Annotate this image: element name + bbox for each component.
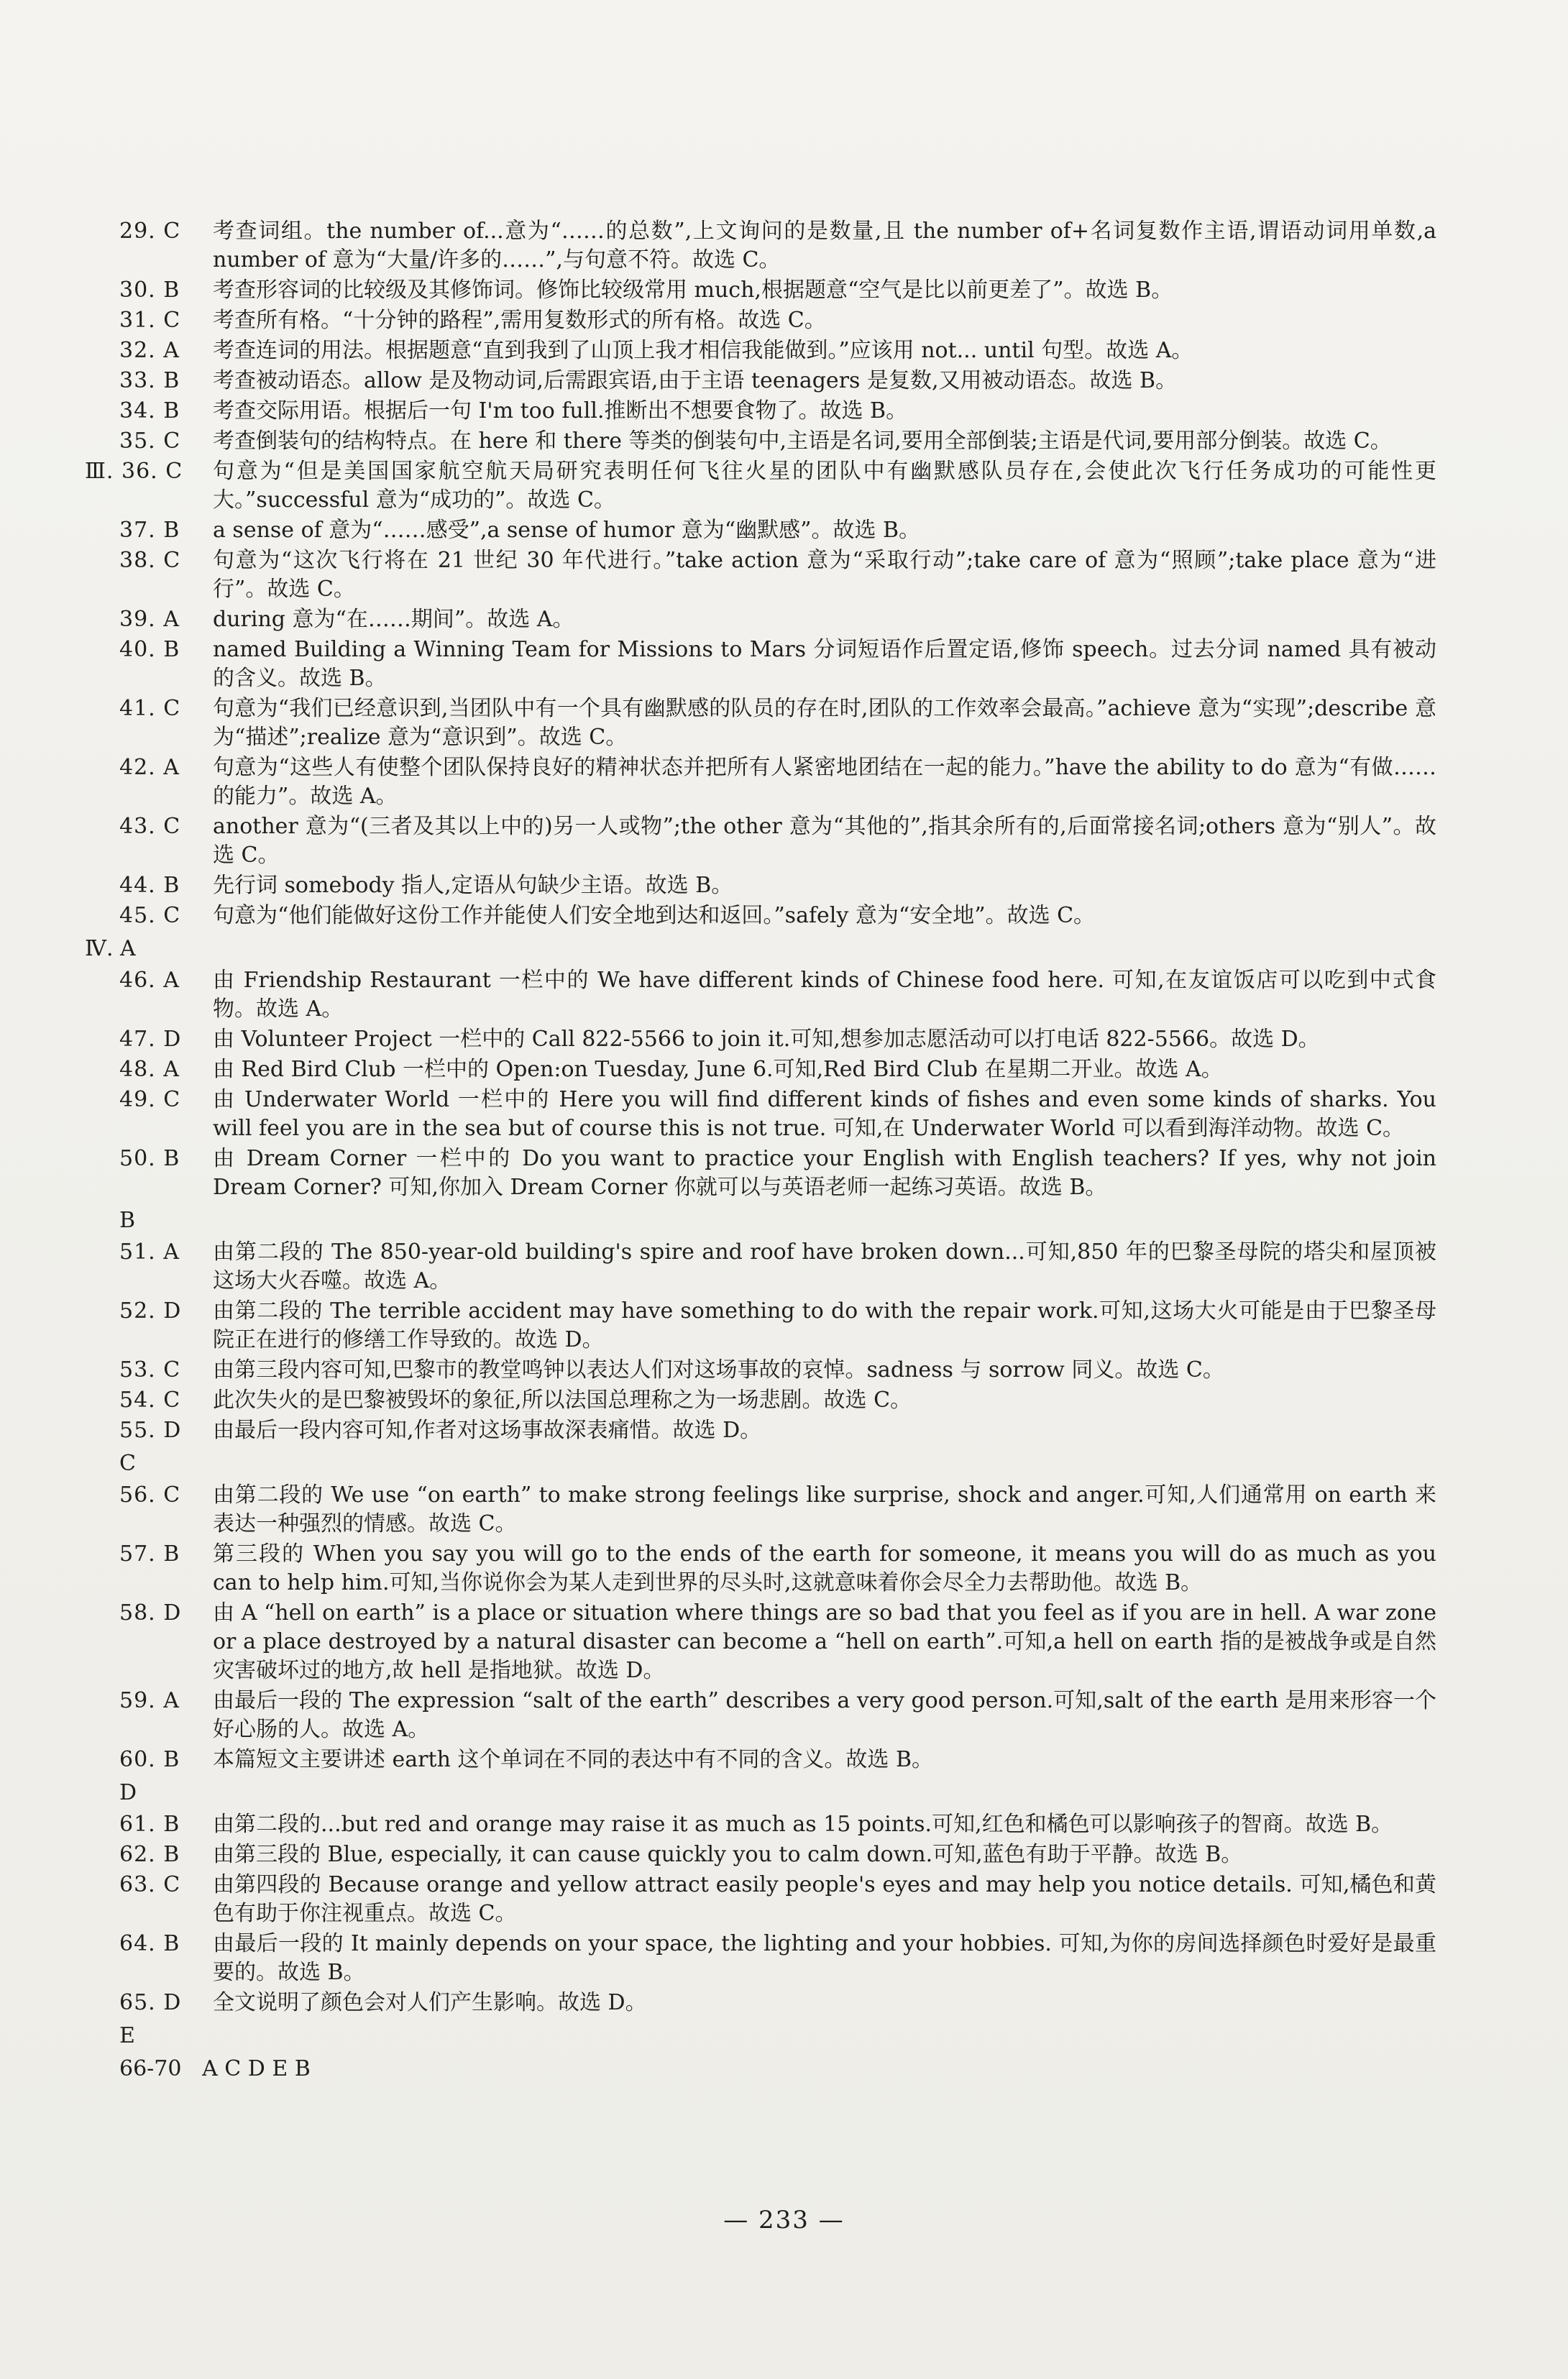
answer-explanation: named Building a Winning Team for Missions to Mars 分词短语作后置定语,修饰 speech。过去分词 named 具有被动的含义。故选 B。: [213, 637, 1436, 691]
answer-number: 44. B: [119, 873, 180, 898]
answer-number: 40. B: [119, 637, 180, 662]
answer-number: 32. A: [119, 338, 180, 363]
page-number: — 233 —: [723, 2206, 845, 2234]
answer-item: [85, 812, 1436, 870]
answer-number: 61. B: [119, 1812, 180, 1837]
section-c-label: C: [119, 1451, 136, 1476]
answer-explanation: 考查被动语态。allow 是及物动词,后需跟宾语,由于主语 teenagers 是复数,又用被动语态。故选 B。: [213, 368, 1178, 393]
answer-item: [85, 1871, 1436, 1928]
answer-item: [85, 1086, 1436, 1143]
answer-item: [85, 516, 1436, 545]
answer-explanation: 由最后一段的 The expression “salt of the earth” describes a very good person.可知,salt of the earth 是用来形容一个好心肠的人。故选 A。: [213, 1688, 1436, 1742]
answer-number: 63. C: [119, 1872, 181, 1897]
answer-explanation: 全文说明了颜色会对人们产生影响。故选 D。: [213, 1990, 647, 2015]
answer-explanation: 考查连词的用法。根据题意“直到我到了山顶上我才相信我能做到。”应该用 not... until 句型。故选 A。: [213, 338, 1193, 363]
answer-number: 54. C: [119, 1388, 181, 1413]
answer-item: [85, 1025, 1436, 1054]
answer-item: [85, 306, 1436, 335]
answer-item: [85, 276, 1436, 305]
answer-number: 46. A: [119, 968, 180, 993]
answer-item: [85, 966, 1436, 1024]
answer-explanation: 句意为“他们能做好这份工作并能使人们安全地到达和返回。”safely 意为“安全地”。故选 C。: [213, 903, 1096, 928]
answers-51-55: [85, 1238, 1436, 1445]
answer-number: 45. C: [119, 903, 181, 928]
answer-explanation: a sense of 意为“……感受”,a sense of humor 意为“幽默感”。故选 B。: [213, 518, 921, 543]
answer-explanation: 由第三段内容可知,巴黎市的教堂鸣钟以表达人们对这场事故的哀悼。sadness 与 sorrow 同义。故选 C。: [213, 1357, 1224, 1383]
answer-number: 38. C: [119, 548, 181, 573]
answer-explanation: 由 A “hell on earth” is a place or situation where things are so bad that you feel as if you are in hell. A war zone or a place destroyed by a natural disaster can become a “hell on earth”.可知,a hell on earth 指的是被战争或是自然灾害破坏过的地方,故 hell 是指地狱。故选 D。: [213, 1600, 1436, 1683]
answer-item: [85, 1746, 1436, 1774]
answer-item: [85, 367, 1436, 395]
answer-explanation: 由第二段的 The terrible accident may have something to do with the repair work.可知,这场大火可能是由于巴黎圣母院正在进行的修缮工作导致的。故选 D。: [213, 1298, 1436, 1352]
answer-item: [85, 546, 1436, 604]
answer-explanation: 由第二段的 We use “on earth” to make strong feelings like surprise, shock and anger.可知,人们通常用 on earth 来表达一种强烈的情感。故选 C。: [213, 1482, 1436, 1536]
answer-number: 62. B: [119, 1842, 180, 1867]
answer-explanation: 句意为“我们已经意识到,当团队中有一个具有幽默感的队员的存在时,团队的工作效率会最高。”achieve 意为“实现”;describe 意为“描述”;realize 意为“意识到”。故选 C。: [213, 696, 1436, 750]
answers-29-35: [85, 217, 1436, 456]
answer-item: [85, 605, 1436, 634]
answer-explanation: 由 Volunteer Project 一栏中的 Call 822-5566 to join it.可知,想参加志愿活动可以打电话 822-5566。故选 D。: [213, 1027, 1320, 1052]
answer-explanation: 句意为“这次飞行将在 21 世纪 30 年代进行。”take action 意为“采取行动”;take care of 意为“照顾”;take place 意为“进行”。故选 C。: [213, 548, 1436, 602]
answer-number: 39. A: [119, 607, 180, 632]
section-e-label: E: [119, 2023, 135, 2048]
answer-explanation: 先行词 somebody 指人,定语从句缺少主语。故选 B。: [213, 873, 733, 898]
answer-number: 55. D: [119, 1418, 182, 1443]
answer-explanation: 由 Underwater World 一栏中的 Here you will find different kinds of fishes and even some kinds of sharks. You will feel you are in the sea but of course this is not true. 可知,在 Underwater World 可以看到海洋动物。故选 C。: [213, 1087, 1436, 1141]
answer-item: [85, 1386, 1436, 1415]
answer-explanation: 由 Red Bird Club 一栏中的 Open:on Tuesday, June 6.可知,Red Bird Club 在星期二开业。故选 A。: [213, 1057, 1223, 1082]
answer-explanation: 句意为“但是美国国家航空航天局研究表明任何飞往火星的团队中有幽默感队员存在,会使此次飞行任务成功的可能性更大。”successful 意为“成功的”。故选 C。: [213, 459, 1436, 513]
answer-number: 35. C: [119, 428, 181, 454]
answer-explanation: 由第二段的...but red and orange may raise it as much as 15 points.可知,红色和橘色可以影响孩子的智商。故选 B。: [213, 1812, 1393, 1837]
section-iv-a: Ⅳ. A: [85, 936, 136, 961]
answer-item: [85, 1356, 1436, 1385]
answer-number: 47. D: [119, 1027, 182, 1052]
answer-number: 64. B: [119, 1931, 180, 1956]
answer-explanation: 考查倒装句的结构特点。在 here 和 there 等类的倒装句中,主语是名词,要用全部倒装;主语是代词,要用部分倒装。故选 C。: [213, 428, 1392, 454]
answer-item: [85, 427, 1436, 456]
answer-explanation: 由最后一段内容可知,作者对这场事故深表痛惜。故选 D。: [213, 1418, 762, 1443]
answer-number: 33. B: [119, 368, 180, 393]
answer-item: [85, 902, 1436, 930]
answer-content: [85, 217, 1436, 2086]
answer-item: [85, 636, 1436, 693]
answer-item: [85, 336, 1436, 365]
answer-explanation: 由最后一段的 It mainly depends on your space, the lighting and your hobbies. 可知,为你的房间选择颜色时爱好是最重要的。故选 B。: [213, 1931, 1436, 1985]
section-d-label: D: [119, 1780, 137, 1805]
answer-number: 58. D: [119, 1600, 182, 1626]
answer-number: 48. A: [119, 1057, 180, 1082]
answer-item: [85, 457, 1436, 515]
answer-number: 56. C: [119, 1482, 181, 1508]
answer-number: 50. B: [119, 1146, 180, 1171]
answer-number: 51. A: [119, 1239, 180, 1265]
answers-36-45: [85, 457, 1436, 930]
answer-item: [85, 871, 1436, 900]
answer-item: [85, 1055, 1436, 1084]
answer-explanation: 由 Friendship Restaurant 一栏中的 We have different kinds of Chinese food here. 可知,在友谊饭店可以吃到中式食物。故选 A。: [213, 968, 1436, 1022]
answers-61-65: [85, 1810, 1436, 2017]
section-b-label: B: [119, 1208, 136, 1233]
answers-56-60: [85, 1481, 1436, 1774]
answers-66-70: 66-70 A C D E B: [119, 2056, 311, 2081]
answer-number: 31. C: [119, 308, 181, 333]
answer-explanation: 考查形容词的比较级及其修饰词。修饰比较级常用 much,根据题意“空气是比以前更差了”。故选 B。: [213, 278, 1173, 303]
answer-explanation: 本篇短文主要讲述 earth 这个单词在不同的表达中有不同的含义。故选 B。: [213, 1747, 934, 1772]
answer-item: [85, 1416, 1436, 1445]
answer-number: 43. C: [119, 814, 181, 839]
answer-explanation: during 意为“在……期间”。故选 A。: [213, 607, 574, 632]
answer-explanation: 由 Dream Corner 一栏中的 Do you want to practice your English with English teachers? If yes, why not join Dream Corner? 可知,你加入 Dream Corner 你就可以与英语老师一起练习英语。故选 B。: [213, 1146, 1436, 1200]
answer-item: [85, 1145, 1436, 1202]
answer-number: 53. C: [119, 1357, 181, 1383]
answer-item: [85, 1687, 1436, 1744]
answer-explanation: 句意为“这些人有使整个团队保持良好的精神状态并把所有人紧密地团结在一起的能力。”have the ability to do 意为“有做……的能力”。故选 A。: [213, 755, 1436, 809]
answer-item: [85, 1841, 1436, 1869]
answer-number: 59. A: [119, 1688, 180, 1713]
answer-item: [85, 1810, 1436, 1839]
answer-number: 65. D: [119, 1990, 182, 2015]
answer-number: 49. C: [119, 1087, 181, 1112]
answer-explanation: 考查所有格。“十分钟的路程”,需用复数形式的所有格。故选 C。: [213, 308, 826, 333]
answer-explanation: 考查词组。the number of...意为“……的总数”,上文询问的是数量,且 the number of+名词复数作主语,谓语动词用单数,a number of 意为“大量/许多的……”,与句意不符。故选 C。: [213, 219, 1436, 272]
answer-number: 57. B: [119, 1541, 180, 1567]
answer-explanation: another 意为“(三者及其以上中的)另一人或物”;the other 意为“其他的”,指其余所有的,后面常接名词;others 意为“别人”。故选 C。: [213, 814, 1436, 868]
answer-number: 30. B: [119, 278, 180, 303]
answer-item: [85, 753, 1436, 811]
answer-explanation: 此次失火的是巴黎被毁坏的象征,所以法国总理称之为一场悲剧。故选 C。: [213, 1388, 912, 1413]
answer-item: [85, 1599, 1436, 1685]
answer-explanation: 考查交际用语。根据后一句 I'm too full.推断出不想要食物了。故选 B。: [213, 398, 908, 423]
answer-number: 60. B: [119, 1747, 180, 1772]
answer-explanation: 由第二段的 The 850-year-old building's spire and roof have broken down...可知,850 年的巴黎圣母院的塔尖和屋顶被这场大火吞噬。故选 A。: [213, 1239, 1436, 1293]
answer-number: 34. B: [119, 398, 180, 423]
answer-item: [85, 695, 1436, 752]
answer-item: [85, 1238, 1436, 1296]
answer-number: 41. C: [119, 696, 181, 721]
answer-number: 52. D: [119, 1298, 182, 1324]
answer-item: [85, 397, 1436, 426]
answer-number: 37. B: [119, 518, 180, 543]
answer-item: [85, 1989, 1436, 2017]
answer-item: [85, 1481, 1436, 1539]
answer-item: [85, 1540, 1436, 1598]
answer-explanation: 由第四段的 Because orange and yellow attract easily people's eyes and may help you notice details. 可知,橘色和黄色有助于你注视重点。故选 C。: [213, 1872, 1436, 1926]
answer-number: Ⅲ. 36. C: [85, 459, 183, 484]
answer-explanation: 由第三段的 Blue, especially, it can cause quickly you to calm down.可知,蓝色有助于平静。故选 B。: [213, 1842, 1243, 1867]
answer-item: [85, 1930, 1436, 1987]
answer-item: [85, 217, 1436, 275]
answer-item: [85, 1297, 1436, 1354]
answer-explanation: 第三段的 When you say you will go to the ends of the earth for someone, it means you will do as much as you can to help him.可知,当你说你会为某人走到世界的尽头时,这就意味着你会尽全力去帮助他。故选 B。: [213, 1541, 1436, 1595]
answer-number: 42. A: [119, 755, 180, 780]
answer-number: 29. C: [119, 219, 181, 244]
answers-46-50: [85, 966, 1436, 1202]
